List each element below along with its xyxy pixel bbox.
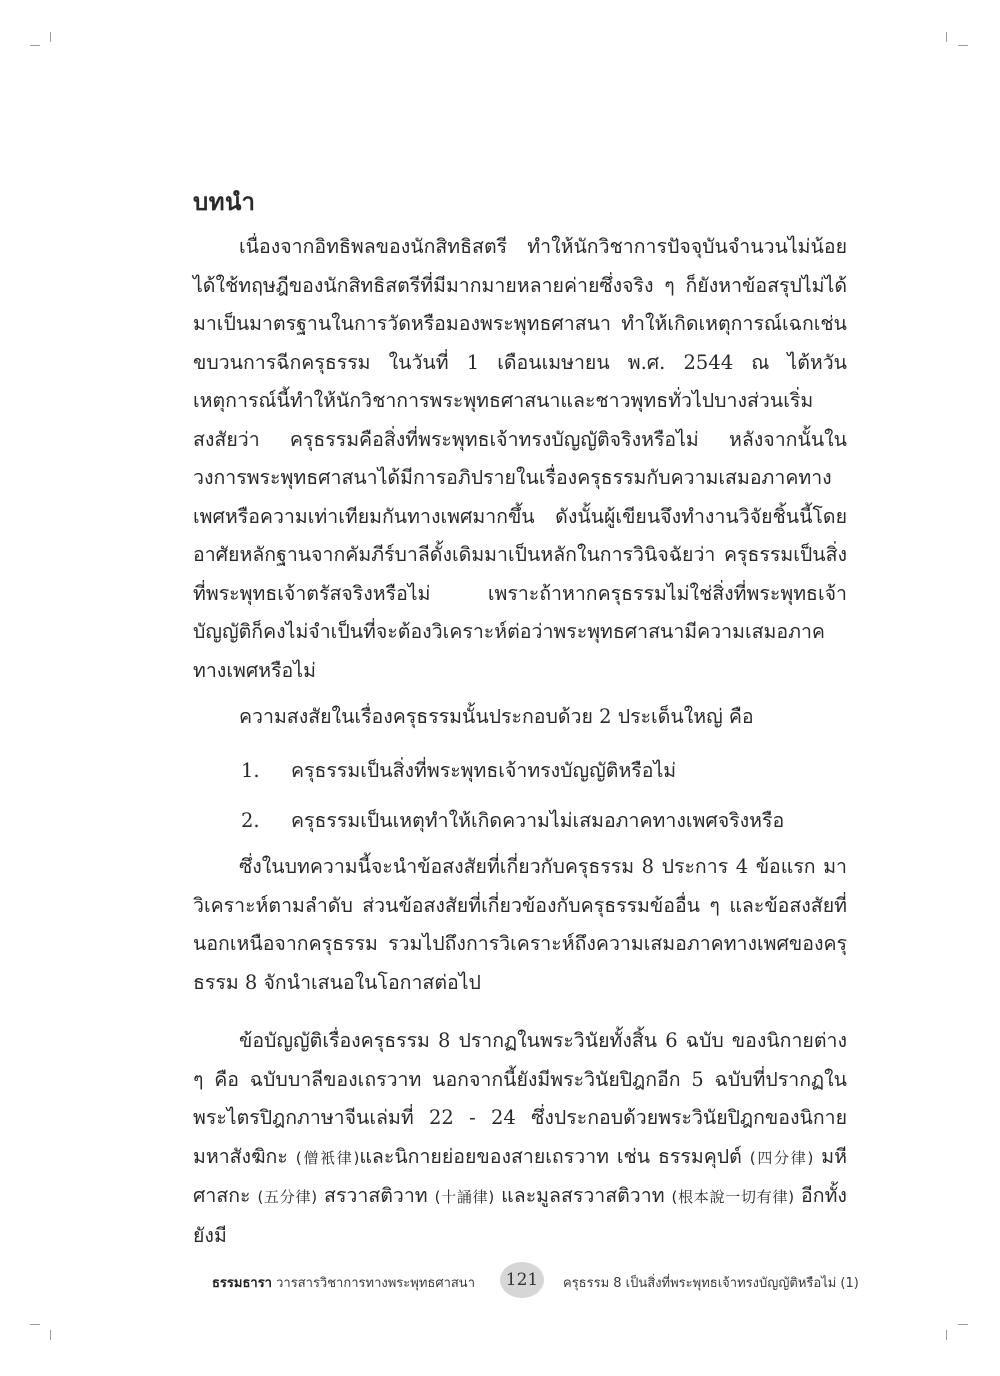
journal-subtitle: วารสารวิชาการทางพระพุทธศาสนา: [276, 1276, 475, 1291]
crop-mark-bottom-right: [958, 1324, 968, 1325]
article-title: ครุธรรม 8 เป็นสิ่งที่พระพุทธเจ้าทรงบัญญัติหรือไม่ (1): [563, 1276, 859, 1291]
crop-mark-top-left: [50, 32, 51, 42]
cjk-term: (根本說一切有律): [671, 1188, 795, 1206]
section-heading: บทนำ: [193, 187, 256, 216]
cjk-term: (四分律): [749, 1148, 814, 1167]
crop-mark-top-right: [958, 45, 968, 46]
list-item: [241, 802, 784, 841]
crop-mark-bottom-left: [30, 1324, 40, 1325]
vinaya-text-part: สรวาสติวาท: [317, 1184, 435, 1207]
page-number: 121: [500, 1262, 544, 1298]
list-item-number: 2.: [241, 809, 260, 832]
list-item: [241, 752, 676, 791]
page-footer: [0, 1262, 1000, 1302]
crop-mark-bottom-left: [50, 1330, 51, 1340]
list-item-text: ครุธรรมเป็นสิ่งที่พระพุทธเจ้าทรงบัญญัติหรือไม่: [291, 759, 677, 782]
question-intro-paragraph: ความสงสัยในเรื่องครุธรรมนั้นประกอบด้วย 2 ประเด็นใหญ่ คือ: [239, 705, 754, 728]
intro-paragraph: เนื่องจากอิทธิพลของนักสิทธิสตรี ทำให้นักวิชาการปัจจุบันจำนวนไม่น้อยได้ใช้ทฤษฎีของนักสิทธิสตรีที่มีมากมายหลายค่ายซึ่งจริง ๆ ก็ยังหาข้อสรุปไม่ได้มาเป็นมาตรฐานในการวัดหรือมองพระพุทธศาสนา ทำให้เกิดเหตุการณ์เฉกเช่นขบวนการฉีกครุธรรม ในวันที่ 1 เดือนเมษายน พ.ศ. 2544 ณ ไต้หวัน เหตุการณ์นี้ทำให้นักวิชาการพระพุทธศาสนาและชาวพุทธทั่วไปบางส่วนเริ่มสงสัยว่า ครุธรรมคือสิ่งที่พระพุทธเจ้าทรงบัญญัติจริงหรือไม่ หลังจากนั้นในวงการพระพุทธศาสนาได้มีการอภิปรายในเรื่องครุธรรมกับความเสมอภาคทางเพศหรือความเท่าเทียมกันทางเพศมากขึ้น ดังนั้นผู้เขียนจึงทำงานวิจัยชิ้นนี้โดยอาศัยหลักฐานจากคัมภีร์บาลีดั้งเดิมมาเป็นหลักในการวินิจฉัยว่า ครุธรรมเป็นสิ่งที่พระพุทธเจ้าตรัสจริงหรือไม่ เพราะถ้าหากครุธรรมไม่ใช่สิ่งที่พระพุทธเจ้าบัญญัติก็คงไม่จำเป็นที่จะต้องวิเคราะห์ต่อว่าพระพุทธศาสนามีความเสมอภาคทางเพศหรือไม่: [193, 235, 847, 682]
scope-paragraph: ซึ่งในบทความนี้จะนำข้อสงสัยที่เกี่ยวกับครุธรรม 8 ประการ 4 ข้อแรก มาวิเคราะห์ตามลำดับ ส่วนข้อสงสัยที่เกี่ยวข้องกับครุธรรมข้ออื่น ๆ และข้อสงสัยที่นอกเหนือจากครุธรรม รวมไปถึงการวิเคราะห์ถึงความเสมอภาคทางเพศของครุธรรม 8 จักนำเสนอในโอกาสต่อไป: [193, 855, 847, 994]
crop-mark-top-left: [30, 45, 40, 46]
vinaya-text-part: และนิกายย่อยของสายเถรวาท เช่น ธรรมคุปต์: [359, 1144, 750, 1168]
list-item-number: 1.: [241, 759, 260, 782]
vinaya-text-part: มหีศาสกะ: [193, 1144, 847, 1207]
crop-mark-bottom-right: [946, 1330, 947, 1340]
vinaya-text-part: ข้อบัญญัติเรื่องครุธรรม 8 ปรากฏในพระวินัยทั้งสิ้น 6 ฉบับ ของนิกายต่าง ๆ คือ ฉบับบาลีของเถรวาท นอกจากนี้ยังมีพระวินัยปิฎกอีก 5 ฉบับที่ปรากฏในพระไตรปิฎกภาษาจีนเล่มที่ 22 - 24 ซึ่งประกอบด้วยพระวินัยปิฎกของนิกายมหาสังฆิกะ: [193, 1029, 847, 1168]
crop-mark-top-right: [946, 32, 947, 42]
cjk-term: (五分律): [257, 1188, 318, 1206]
journal-name: ธรรมธารา: [211, 1276, 272, 1291]
vinaya-text-part: อีกทั้งยังมี: [193, 1184, 847, 1247]
vinaya-text-part: และมูลสรวาสติวาท: [494, 1184, 672, 1207]
list-item-text: ครุธรรมเป็นเหตุทำให้เกิดความไม่เสมอภาคทางเพศจริงหรือ: [291, 809, 785, 832]
cjk-term: (僧衹律): [295, 1148, 360, 1167]
cjk-term: (十誦律): [434, 1188, 495, 1206]
vinaya-paragraph: [193, 1022, 847, 1255]
journal-info: [212, 1272, 475, 1293]
